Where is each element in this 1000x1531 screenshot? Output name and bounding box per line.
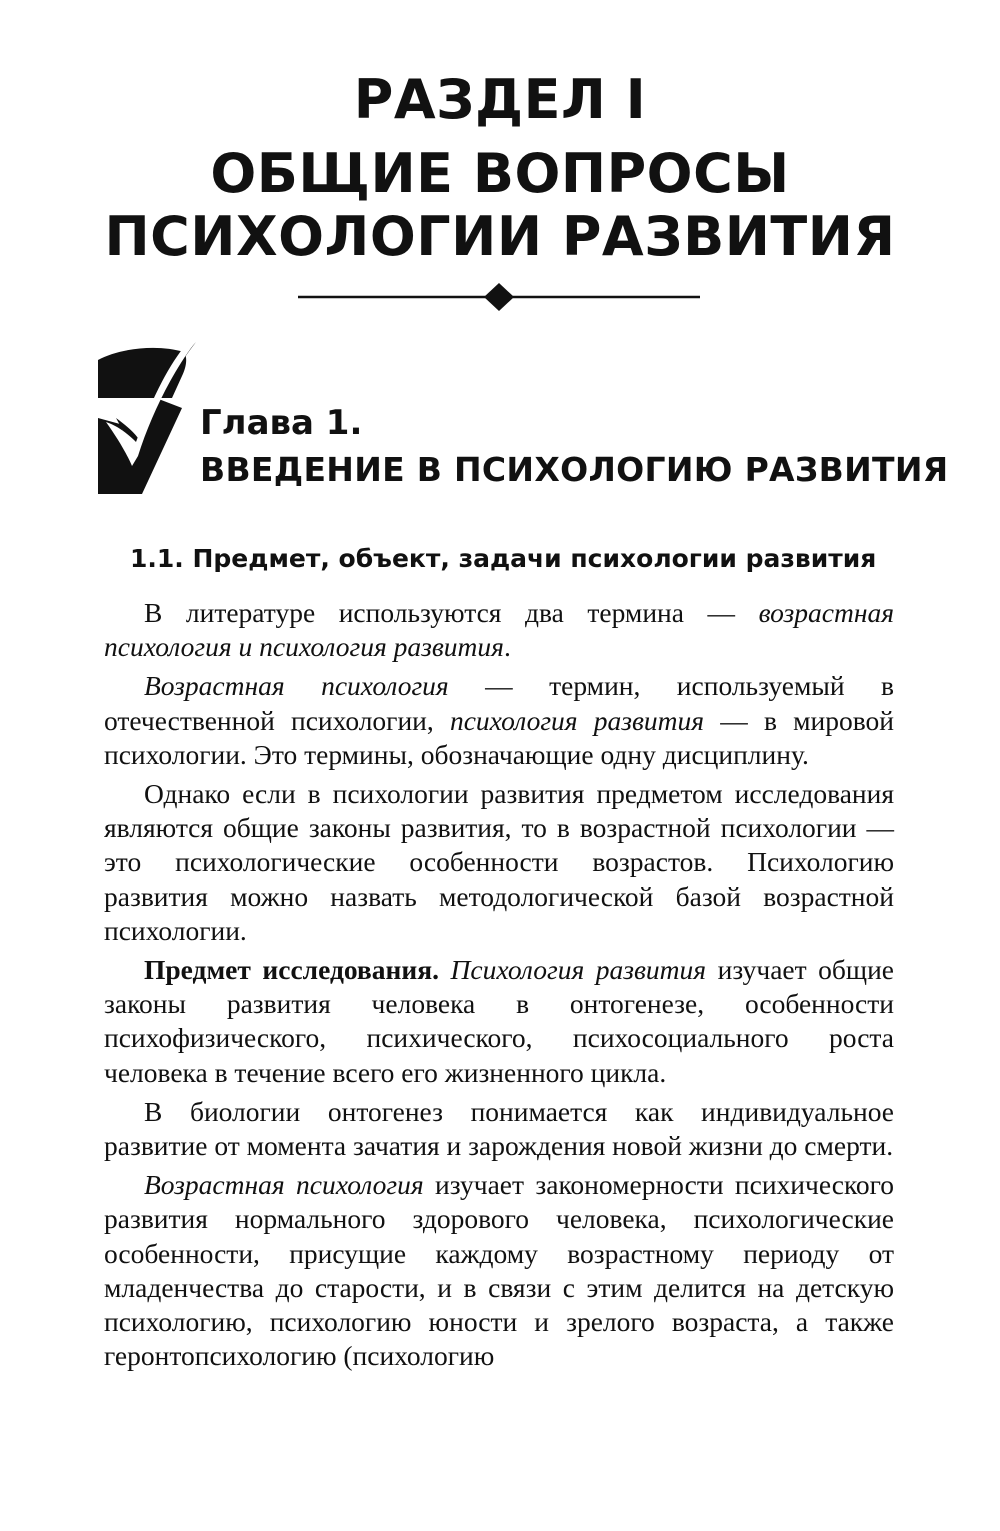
paragraph (104, 596, 894, 664)
chapter-number: Глава 1. (200, 403, 363, 443)
italic-term: Психология развития (450, 954, 707, 986)
text-run: Однако если в психологии развития предметом исследования являются общие законы развития, то в возрастной психологии — это психологические особенности возрастов. Психологию развития можно назвать методологической базой возрастной психологии. (104, 778, 894, 946)
subsection-title: 1.1. Предмет, объект, задачи психологии развития (130, 544, 877, 573)
text-run: — термин, используемый в отечественной психологии, (104, 670, 894, 736)
paragraph (104, 669, 894, 772)
paragraph (104, 953, 894, 1090)
italic-term: психология развития (449, 704, 705, 736)
section-title-line1: ОБЩИЕ ВОПРОСЫ (210, 142, 790, 205)
section-title-line2: ПСИХОЛОГИИ РАЗВИТИЯ (104, 205, 896, 268)
text-run (439, 954, 451, 985)
text-run: В литературе используются два термина — (144, 597, 759, 628)
checkmark-icon (98, 338, 200, 494)
paragraph (104, 1095, 894, 1163)
body-text (104, 596, 894, 1373)
bold-lead: Предмет исследования. (144, 954, 439, 986)
italic-term: возрастная психология (104, 597, 894, 663)
italic-term: психология развития (259, 631, 504, 663)
text-run: В биологии онтогенез понимается как индивидуальное развитие от момента зачатия и зарождения новой жизни до смерти. (104, 1095, 894, 1162)
italic-term: и (231, 631, 260, 663)
text-run: изучает общие законы развития человека в онтогенезе, особенности психофизического, психического, психосоциального роста человека в течение всего его жизненного цикла. (104, 954, 894, 1088)
text-run: изучает закономерности психического развития нормального здорового человека, психологические особенности, присущие каждому возрастному периоду от младенчества до старости, и в связи с этим делится на детскую психологию, психологию юности и зрелого возраста, а также геронтопсихологию (психологию (104, 1169, 895, 1372)
italic-term: Возрастная психология (144, 1169, 424, 1201)
text-run: . (503, 631, 511, 663)
section-label: РАЗДЕЛ I (353, 68, 647, 131)
paragraph (104, 1168, 894, 1373)
chapter-title: ВВЕДЕНИЕ В ПСИХОЛОГИЮ РАЗВИТИЯ (200, 450, 949, 489)
text-run: — в мировой психологии. Это термины, обозначающие одну дисциплину. (104, 704, 894, 770)
divider-ornament-icon (298, 282, 700, 312)
paragraph (104, 777, 894, 948)
italic-term: Возрастная психология (144, 670, 449, 702)
